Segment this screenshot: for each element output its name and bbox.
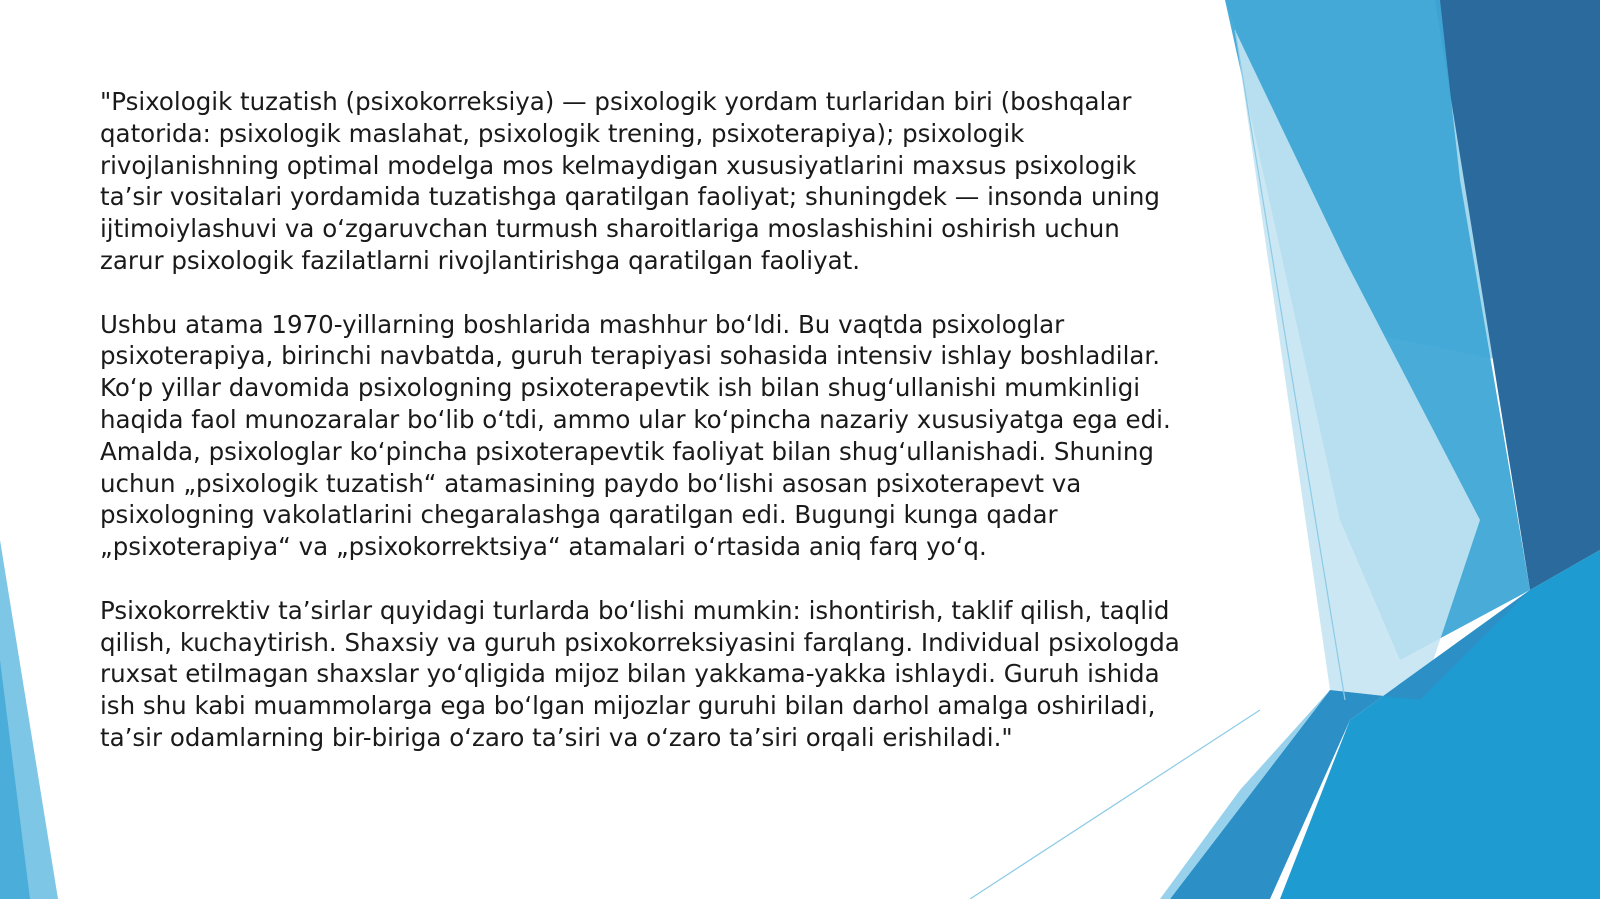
paragraph-2: Ushbu atama 1970-yillarning boshlarida mashhur bo‘ldi. Bu vaqtda psixologlar psixoterapiya, birinchi navbatda, guruh terapiyasi sohasida intensiv ishlay boshladilar. Ko‘p yillar davomida psixologning psixoterapevtik ish bilan shug‘ullanishi mumkinligi haqida faol munozaralar bo‘lib o‘tdi, ammo ular ko‘pincha nazariy xususiyatga ega edi. Amalda, psixologlar ko‘pincha psixoterapevtik faoliyat bilan shug‘ullanishadi. Shuning uchun „psixologik tuzatish“ atamasining paydo bo‘lishi asosan psixoterapevt va psixologning vakolatlarini chegaralashga qaratilgan edi. Bugungi kunga qadar „psixoterapiya“ va „psixokorrektsiya“ atamalari o‘rtasida aniq farq yo‘q. xyxy=(100,309,1171,562)
text-body xyxy=(100,86,1210,786)
paragraph-1: "Psixologik tuzatish (psixokorreksiya) — psixologik yordam turlaridan biri (boshqalar qatorida: psixologik maslahat, psixologik trening, psixoterapiya); psixologik rivojlanishning optimal modelga mos kelmaydigan xususiyatlarini maxsus psixologik ta’sir vositalari yordamida tuzatishga qaratilgan faoliyat; shuningdek — insonda uning ijtimoiylashuvi va o‘zgaruvchan turmush sharoitlariga moslashishini oshirish uchun zarur psixologik fazilatlarni rivojlantirishga qaratilgan faoliyat. xyxy=(100,87,1160,275)
paragraph-3: Psixokorrektiv ta’sirlar quyidagi turlarda bo‘lishi mumkin: ishontirish, taklif qilish, taqlid qilish, kuchaytirish. Shaxsiy va guruh psixokorreksiyasini farqlang. Individual psixologda ruxsat etilmagan shaxslar yo‘qligida mijoz bilan yakkama-yakka ishlaydi. Guruh ishida ish shu kabi muammolarga ega bo‘lgan mijozlar guruhi bilan darhol amalga oshiriladi, ta’sir odamlarning bir-biriga o‘zaro ta’siri va o‘zaro ta’siri orqali erishiladi." xyxy=(100,595,1180,752)
